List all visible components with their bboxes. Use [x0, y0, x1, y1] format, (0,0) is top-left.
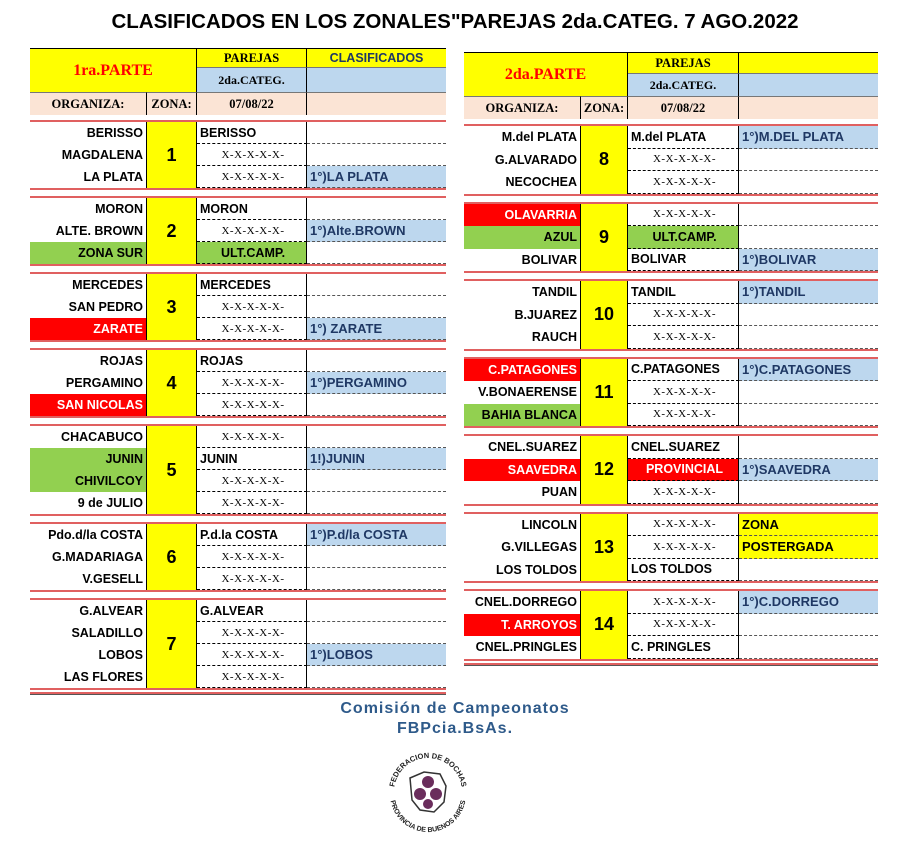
zone-number: 9 — [581, 204, 628, 272]
clasificado-entry — [307, 242, 446, 264]
clasificado-entry — [307, 426, 446, 448]
clasificado-entry — [739, 226, 878, 249]
pareja-entry: X-X-X-X-X- — [197, 426, 307, 448]
pareja-entry: PROVINCIAL — [628, 459, 739, 482]
pareja-entry: X-X-X-X-X- — [628, 171, 739, 194]
zone-number: 11 — [581, 359, 628, 427]
city-name: CNEL.DORREGO — [464, 591, 581, 614]
clasificado-entry — [307, 470, 446, 492]
pareja-entry: X-X-X-X-X- — [197, 372, 307, 394]
pareja-entry: X-X-X-X-X- — [197, 166, 307, 188]
city-name: MORON — [30, 198, 147, 220]
zone-number: 5 — [147, 426, 197, 514]
city-name: G.MADARIAGA — [30, 546, 147, 568]
clasificado-entry — [739, 481, 878, 504]
clasificado-entry: 1°)M.DEL PLATA — [739, 126, 878, 149]
pareja-entry: X-X-X-X-X- — [628, 204, 739, 227]
pareja-entry: P.d.la COSTA — [197, 524, 307, 546]
city-name: PUAN — [464, 481, 581, 504]
fecha-blank — [307, 92, 446, 115]
clasificado-entry: 1°)C.DORREGO — [739, 591, 878, 614]
clasificado-entry: 1°)C.PATAGONES — [739, 359, 878, 382]
pareja-entry: X-X-X-X-X- — [197, 220, 307, 242]
zone-group — [30, 522, 446, 592]
organiza-label: ORGANIZA: — [30, 92, 147, 115]
clasificado-entry: 1°)PERGAMINO — [307, 372, 446, 394]
city-name: G.ALVEAR — [30, 600, 147, 622]
clasificado-entry — [739, 149, 878, 172]
part-title: 1ra.PARTE — [30, 49, 197, 92]
seal-bottom-text: PROVINCIA DE BUENOS AIRES — [388, 799, 468, 835]
pareja-entry: BERISSO — [197, 122, 307, 144]
city-name: G.VILLEGAS — [464, 536, 581, 559]
zone-group — [30, 196, 446, 266]
city-name: JUNIN — [30, 448, 147, 470]
pareja-entry: TANDIL — [628, 281, 739, 304]
city-name: SALADILLO — [30, 622, 147, 644]
zone-number: 8 — [581, 126, 628, 194]
clasificado-entry — [307, 622, 446, 644]
city-name: G.ALVARADO — [464, 149, 581, 172]
city-name: SAAVEDRA — [464, 459, 581, 482]
clasificado-entry — [739, 636, 878, 659]
parejas-header: PAREJAS — [197, 49, 307, 68]
city-name: MAGDALENA — [30, 144, 147, 166]
clasificado-entry — [307, 600, 446, 622]
pareja-entry: JUNIN — [197, 448, 307, 470]
clasificado-entry — [307, 394, 446, 416]
pareja-entry: ULT.CAMP. — [197, 242, 307, 264]
page-title: CLASIFICADOS EN LOS ZONALES"PAREJAS 2da.CATEG. 7 AGO.2022 — [111, 10, 799, 33]
pareja-entry: C. PRINGLES — [628, 636, 739, 659]
pareja-entry: X-X-X-X-X- — [628, 404, 739, 427]
pareja-entry: LOS TOLDOS — [628, 559, 739, 582]
pareja-entry: MERCEDES — [197, 274, 307, 296]
pareja-entry: X-X-X-X-X- — [197, 144, 307, 166]
categ-header-blank — [307, 68, 446, 92]
city-name: T. ARROYOS — [464, 614, 581, 637]
categ-header: 2da.CATEG. — [628, 74, 739, 96]
zone-number: 10 — [581, 281, 628, 349]
pareja-entry: X-X-X-X-X- — [628, 614, 739, 637]
city-name: C.PATAGONES — [464, 359, 581, 382]
city-name: SAN PEDRO — [30, 296, 147, 318]
fecha-label: 07/08/22 — [197, 92, 307, 115]
zone-group — [464, 512, 878, 584]
zone-number: 3 — [147, 274, 197, 340]
pareja-entry: X-X-X-X-X- — [628, 326, 739, 349]
table-bottom-rule — [464, 663, 878, 666]
pareja-entry: G.ALVEAR — [197, 600, 307, 622]
city-name: ZARATE — [30, 318, 147, 340]
clasificado-entry: 1°)TANDIL — [739, 281, 878, 304]
city-name: ALTE. BROWN — [30, 220, 147, 242]
seal-top-text: FEDERACION DE BOCHAS — [387, 750, 469, 788]
city-name: Pdo.d/la COSTA — [30, 524, 147, 546]
clasificado-entry — [307, 122, 446, 144]
pareja-entry: BOLIVAR — [628, 249, 739, 272]
pareja-entry: ULT.CAMP. — [628, 226, 739, 249]
zone-group — [464, 589, 878, 661]
zone-number: 1 — [147, 122, 197, 188]
city-name: V.BONAERENSE — [464, 381, 581, 404]
pareja-entry: X-X-X-X-X- — [197, 470, 307, 492]
pareja-entry: X-X-X-X-X- — [628, 481, 739, 504]
city-name: V.GESELL — [30, 568, 147, 590]
zone-group — [30, 272, 446, 342]
clasificado-entry — [307, 568, 446, 590]
categ-header-blank — [739, 74, 878, 96]
zone-group — [30, 120, 446, 190]
city-name: CNEL.PRINGLES — [464, 636, 581, 659]
clasificado-entry — [307, 274, 446, 296]
city-name: CHACABUCO — [30, 426, 147, 448]
city-name: LA PLATA — [30, 166, 147, 188]
city-name: LOBOS — [30, 644, 147, 666]
pareja-entry: X-X-X-X-X- — [628, 304, 739, 327]
clasificado-entry: 1°)P.d/la COSTA — [307, 524, 446, 546]
city-name: RAUCH — [464, 326, 581, 349]
clasificado-entry — [739, 204, 878, 227]
clasificado-entry: 1°)LA PLATA — [307, 166, 446, 188]
city-name: CHIVILCOY — [30, 470, 147, 492]
clasificado-entry: POSTERGADA — [739, 536, 878, 559]
pareja-entry: X-X-X-X-X- — [197, 644, 307, 666]
pareja-entry: X-X-X-X-X- — [197, 622, 307, 644]
city-name: M.del PLATA — [464, 126, 581, 149]
clasificado-entry — [739, 171, 878, 194]
zone-group — [464, 124, 878, 196]
footer-commission: Comisión de Campeonatos — [340, 700, 570, 717]
clasificado-entry — [307, 198, 446, 220]
clasificado-entry — [307, 666, 446, 688]
pareja-entry: X-X-X-X-X- — [197, 492, 307, 514]
clasificado-entry — [739, 559, 878, 582]
pareja-entry: MORON — [197, 198, 307, 220]
fecha-blank — [739, 96, 878, 119]
clasificado-entry — [307, 296, 446, 318]
table-header — [464, 52, 878, 118]
organiza-label: ORGANIZA: — [464, 96, 581, 119]
city-name: TANDIL — [464, 281, 581, 304]
zone-number: 2 — [147, 198, 197, 264]
pareja-entry: X-X-X-X-X- — [197, 296, 307, 318]
parejas-header: PAREJAS — [628, 53, 739, 74]
city-name: ROJAS — [30, 350, 147, 372]
zone-number: 12 — [581, 436, 628, 504]
pareja-entry: X-X-X-X-X- — [197, 318, 307, 340]
zone-number: 14 — [581, 591, 628, 659]
pareja-entry: ROJAS — [197, 350, 307, 372]
city-name: LAS FLORES — [30, 666, 147, 688]
city-name: CNEL.SUAREZ — [464, 436, 581, 459]
pareja-entry: C.PATAGONES — [628, 359, 739, 382]
clasificado-entry — [739, 304, 878, 327]
categ-header: 2da.CATEG. — [197, 68, 307, 92]
pareja-entry: X-X-X-X-X- — [628, 381, 739, 404]
city-name: OLAVARRIA — [464, 204, 581, 227]
clasificado-entry — [307, 492, 446, 514]
city-name: AZUL — [464, 226, 581, 249]
zone-group — [30, 348, 446, 418]
pareja-entry: CNEL.SUAREZ — [628, 436, 739, 459]
clasificado-entry — [307, 144, 446, 166]
clasificado-entry — [739, 404, 878, 427]
zone-group — [464, 357, 878, 429]
pareja-entry: X-X-X-X-X- — [197, 394, 307, 416]
city-name: MERCEDES — [30, 274, 147, 296]
zone-number: 4 — [147, 350, 197, 416]
city-name: LINCOLN — [464, 514, 581, 537]
zone-group — [464, 434, 878, 506]
clasificado-entry — [307, 350, 446, 372]
clasificado-entry: 1°)SAAVEDRA — [739, 459, 878, 482]
federation-seal-logo — [380, 742, 476, 838]
city-name: B.JUAREZ — [464, 304, 581, 327]
city-name: ZONA SUR — [30, 242, 147, 264]
city-name: SAN NICOLAS — [30, 394, 147, 416]
city-name: PERGAMINO — [30, 372, 147, 394]
clasificado-entry: 1°)LOBOS — [307, 644, 446, 666]
pareja-entry: X-X-X-X-X- — [628, 536, 739, 559]
table-bottom-rule — [30, 692, 446, 695]
footer-federation: FBPcia.BsAs. — [396, 720, 514, 737]
zone-group — [464, 279, 878, 351]
city-name: NECOCHEA — [464, 171, 581, 194]
zone-number: 7 — [147, 600, 197, 688]
clasificado-entry: ZONA — [739, 514, 878, 537]
zona-label: ZONA: — [581, 96, 628, 119]
clasificado-entry — [739, 436, 878, 459]
pareja-entry: X-X-X-X-X- — [197, 546, 307, 568]
city-name: BERISSO — [30, 122, 147, 144]
clasificados-header: CLASIFICADOS — [307, 49, 446, 68]
clasificado-entry — [307, 546, 446, 568]
clasificado-entry: 1°) ZARATE — [307, 318, 446, 340]
part-title: 2da.PARTE — [464, 53, 628, 96]
pareja-entry: X-X-X-X-X- — [628, 514, 739, 537]
clasificados-header — [739, 53, 878, 74]
table-header — [30, 48, 446, 114]
zone-group — [30, 424, 446, 516]
clasificado-entry: 1!)JUNIN — [307, 448, 446, 470]
pareja-entry: X-X-X-X-X- — [197, 568, 307, 590]
zone-group — [464, 202, 878, 274]
fecha-label: 07/08/22 — [628, 96, 739, 119]
zone-number: 13 — [581, 514, 628, 582]
zona-label: ZONA: — [147, 92, 197, 115]
clasificado-entry — [739, 614, 878, 637]
clasificado-entry: 1°)BOLIVAR — [739, 249, 878, 272]
clasificado-entry — [739, 381, 878, 404]
city-name: 9 de JULIO — [30, 492, 147, 514]
zone-group — [30, 598, 446, 690]
pareja-entry: X-X-X-X-X- — [197, 666, 307, 688]
city-name: LOS TOLDOS — [464, 559, 581, 582]
clasificado-entry: 1°)Alte.BROWN — [307, 220, 446, 242]
city-name: BAHIA BLANCA — [464, 404, 581, 427]
zone-number: 6 — [147, 524, 197, 590]
pareja-entry: X-X-X-X-X- — [628, 149, 739, 172]
pareja-entry: X-X-X-X-X- — [628, 591, 739, 614]
clasificado-entry — [739, 326, 878, 349]
pareja-entry: M.del PLATA — [628, 126, 739, 149]
city-name: BOLIVAR — [464, 249, 581, 272]
